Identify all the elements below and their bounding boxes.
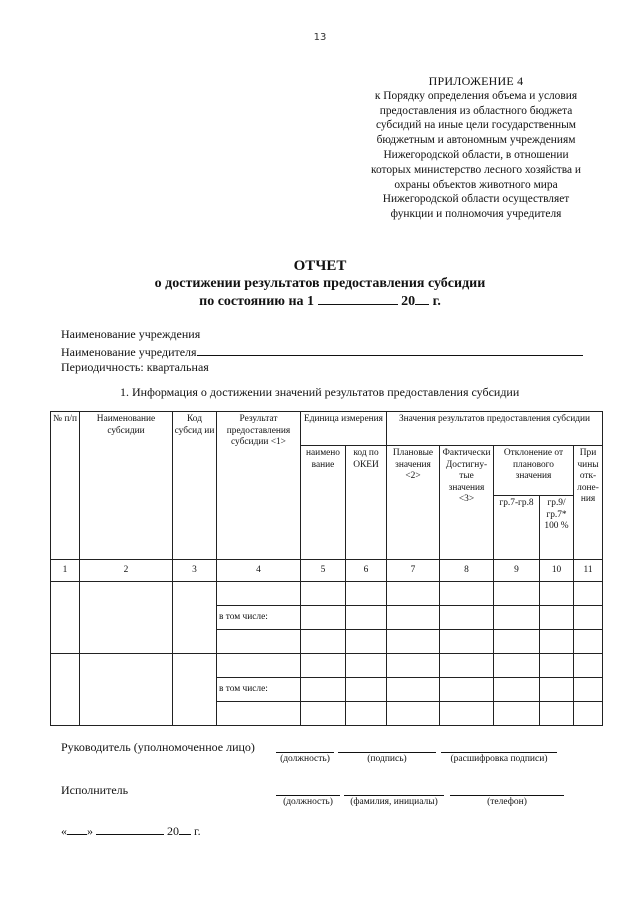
- table-cell: [387, 630, 440, 654]
- founder-field: Наименование учредителя: [61, 344, 197, 359]
- head-label: Руководитель (уполномоченное лицо): [61, 740, 255, 754]
- header-actual: Фактически Достигну-тые значения <3>: [440, 446, 494, 560]
- table-cell: [574, 630, 603, 654]
- column-number: 10: [540, 560, 574, 582]
- table-cell: [540, 678, 574, 702]
- column-number: 11: [574, 560, 603, 582]
- founder-field-row: [61, 343, 583, 361]
- table-cell: [440, 702, 494, 726]
- column-number: 8: [440, 560, 494, 582]
- table-cell: [173, 582, 217, 654]
- table-cell: [301, 606, 346, 630]
- date-line: [61, 822, 201, 839]
- header-subsidy-code: Код субсид ии: [173, 412, 217, 560]
- appendix-line: которых министерство лесного хозяйства и: [371, 163, 581, 176]
- column-number: 9: [494, 560, 540, 582]
- table-cell: [494, 630, 540, 654]
- table-cell: [346, 678, 387, 702]
- report-subtitle: о достижении результатов предоставления субсидии: [154, 276, 486, 291]
- table-row: [51, 654, 603, 678]
- table-cell: [440, 654, 494, 678]
- table-cell: [346, 630, 387, 654]
- date-day-blank: [67, 822, 87, 835]
- date-close-quote: »: [87, 824, 93, 838]
- report-date-year: 20: [401, 294, 416, 309]
- report-date-prefix: по состоянию на 1: [199, 294, 315, 309]
- header-unit-name: наимено вание: [301, 446, 346, 560]
- table-cell: [494, 582, 540, 606]
- appendix-block: [352, 74, 600, 222]
- periodicity-field: Периодичность: квартальная: [61, 360, 209, 374]
- appendix-line: к Порядку определения объема и условия: [374, 89, 578, 102]
- table-cell: [574, 606, 603, 630]
- column-number: 7: [387, 560, 440, 582]
- column-number: 1: [51, 560, 80, 582]
- report-date-line: [0, 292, 640, 310]
- date-suffix: г.: [194, 824, 201, 838]
- institution-field: Наименование учреждения: [61, 327, 201, 341]
- table-cell: [440, 630, 494, 654]
- table-row: [51, 582, 603, 606]
- header-result: Результат предоставления субсидии <1>: [217, 412, 301, 560]
- exec-phone-line: [450, 794, 564, 796]
- table-cell: [217, 702, 301, 726]
- header-num: № п/п: [51, 412, 80, 560]
- table-cell: [301, 630, 346, 654]
- header-dev-pct: гр.9/ гр.7* 100 %: [540, 496, 574, 560]
- table-cell: [540, 654, 574, 678]
- exec-caption-name: (фамилия, инициалы): [350, 797, 438, 807]
- table-cell: [301, 702, 346, 726]
- header-unit-okei: код по ОКЕИ: [346, 446, 387, 560]
- page-number: 13: [313, 32, 327, 43]
- date-year: 20: [167, 824, 179, 838]
- table-cell: [346, 582, 387, 606]
- section-heading: 1. Информация о достижении значений результатов предоставления субсидии: [120, 385, 520, 399]
- header-dev-abs: гр.7-гр.8: [494, 496, 540, 560]
- table-cell: [217, 630, 301, 654]
- including-label: в том числе:: [217, 678, 301, 702]
- table-cell: [301, 678, 346, 702]
- appendix-line: субсидий на иные цели государственным: [375, 119, 576, 132]
- header-reasons: При чины отк-лоне-ния: [574, 446, 603, 560]
- column-number: 4: [217, 560, 301, 582]
- table-cell: [494, 654, 540, 678]
- date-open-quote: «: [61, 824, 67, 838]
- executor-label: Исполнитель: [61, 783, 129, 797]
- table-cell: [540, 606, 574, 630]
- report-title: ОТЧЕТ: [293, 258, 347, 274]
- header-values: Значения результатов предоставления субсидии: [387, 412, 603, 446]
- header-planned: Плановые значения <2>: [387, 446, 440, 560]
- results-table: [50, 411, 603, 726]
- table-cell: [387, 582, 440, 606]
- column-number: 5: [301, 560, 346, 582]
- appendix-line: предоставления из областного бюджета: [379, 104, 573, 117]
- exec-name-line: [344, 794, 444, 796]
- head-signature-line: [338, 751, 436, 753]
- table-cell: [346, 654, 387, 678]
- report-year-blank: [415, 292, 429, 305]
- table-cell: [346, 702, 387, 726]
- appendix-line: Нижегородской области осуществляет: [382, 193, 570, 206]
- table-cell: [440, 582, 494, 606]
- including-label: в том числе:: [217, 606, 301, 630]
- head-caption-position: (должность): [280, 754, 330, 764]
- table-cell: [540, 702, 574, 726]
- head-position-line: [276, 751, 334, 753]
- table-cell: [173, 654, 217, 726]
- table-cell: [387, 606, 440, 630]
- table-cell: [301, 582, 346, 606]
- table-cell: [540, 630, 574, 654]
- table-cell: [574, 582, 603, 606]
- header-unit: Единица измерения: [301, 412, 387, 446]
- appendix-line: функции и полномочия учредителя: [390, 208, 562, 221]
- header-deviation: Отклонение от планового значения: [494, 446, 574, 496]
- table-cell: [217, 654, 301, 678]
- table-cell: [387, 678, 440, 702]
- column-number: 2: [80, 560, 173, 582]
- appendix-line: охраны объектов животного мира: [394, 178, 558, 191]
- appendix-title: ПРИЛОЖЕНИЕ 4: [428, 74, 524, 88]
- report-fields: [61, 327, 583, 376]
- table-cell: [440, 606, 494, 630]
- head-caption-decoding: (расшифровка подписи): [450, 754, 548, 764]
- table-cell: [346, 606, 387, 630]
- table-cell: [301, 654, 346, 678]
- table-cell: [494, 702, 540, 726]
- table-cell: [217, 582, 301, 606]
- report-heading: [0, 258, 640, 310]
- table-cell: [574, 654, 603, 678]
- table-cell: [440, 678, 494, 702]
- table-cell: [387, 654, 440, 678]
- report-date-suffix: г.: [432, 294, 441, 309]
- head-decoding-line: [441, 751, 557, 753]
- table-cell: [80, 582, 173, 654]
- founder-blank: [197, 343, 583, 356]
- exec-position-line: [276, 794, 340, 796]
- header-subsidy-name: Наименование субсидии: [80, 412, 173, 560]
- table-cell: [540, 582, 574, 606]
- exec-caption-position: (должность): [283, 797, 333, 807]
- table-cell: [51, 654, 80, 726]
- table-cell: [574, 702, 603, 726]
- date-month-blank: [96, 822, 164, 835]
- table-cell: [574, 678, 603, 702]
- appendix-line: Нижегородской области, в отношении: [383, 148, 569, 161]
- report-date-blank: [318, 292, 398, 305]
- column-number: 3: [173, 560, 217, 582]
- table-cell: [387, 702, 440, 726]
- table-cell: [51, 582, 80, 654]
- table-cell: [80, 654, 173, 726]
- exec-caption-phone: (телефон): [487, 797, 527, 807]
- table-cell: [494, 678, 540, 702]
- date-year-blank: [179, 822, 191, 835]
- column-number: 6: [346, 560, 387, 582]
- table-cell: [494, 606, 540, 630]
- appendix-line: бюджетным и автономным учреждениям: [376, 134, 576, 147]
- head-caption-signature: (подпись): [367, 754, 407, 764]
